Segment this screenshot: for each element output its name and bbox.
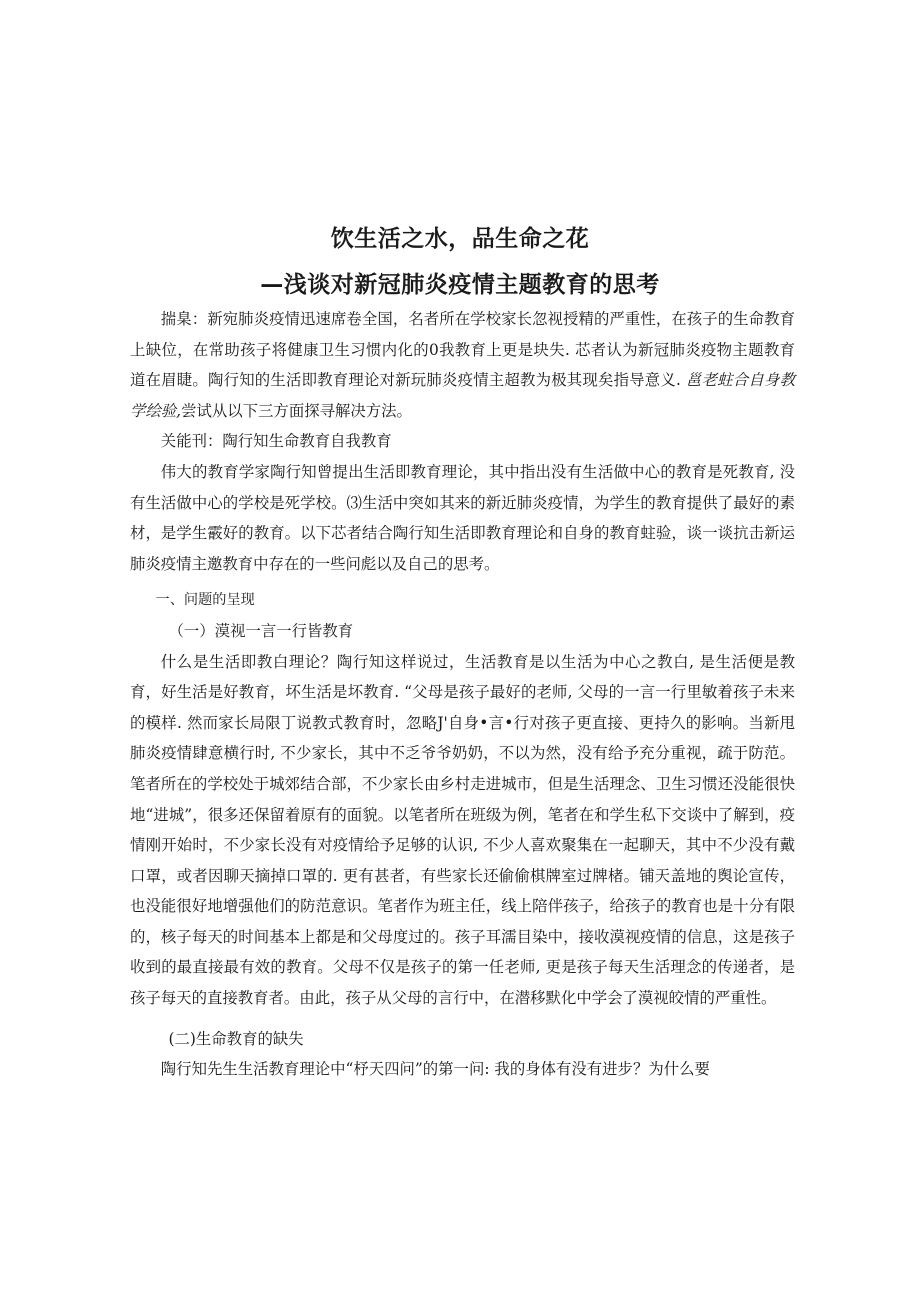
subsection-heading-2: (二)生命教育的缺失: [168, 1029, 304, 1048]
section1-paragraph-2: 陶行知先生生活教育理论中“杼天四问”的第一问: 我的身体有没有进步？为什么要: [160, 1060, 710, 1079]
document-subtitle: —浅谈对新冠肺炎疫情主题教育的思考: [260, 272, 660, 298]
section1-paragraph-1: 什么是生活即教白理论？陶行知这样说过，生活教育是以生活为中心之教白, 是生活便是教育，好生活是好教育，坏生活是坏教育. “父母是孩子最好的老师, 父母的一言一行里敏着孩子未来的模样. 然而家长局限丁说教式教育时，忽略J'自身•言•行对孩子更直接、更持久的影响。当新甩肺炎疫情肆意横行时, 不少家长，其中不乏爷爷奶奶，不以为然，没有给予充分重视，疏于防范。笔者所在的学校处于城郊结合部，不少家长由乡村走进城市，但是生活理念、卫生习惯还没能很快地“进城”，很多还保留着原有的面貌。以笔者所在班级为例，笔者在和学生私下交谈中了解到，疫情刚开始时，不少家长没有对疫情给予足够的认识, 不少人喜欢聚集在一起聊天，其中不少没有戴口罩，或者因聊天摘掉口罩的. 更有甚者，有些家长还偷偷棋牌室过牌楮。铺天盖地的舆论宣传，也没能很好地增强他们的防范意识。笔者作为班主任，线上陪伴孩子，给孩子的教育也是十分有限的，核子每天的时间基本上都是和父母度过的。孩子耳濡目染中，接收漠视疫情的信息，这是孩子收到的最直接最有效的教育。父母不仅是孩子的第一任老师, 更是孩子每天生活理念的传递者，是孩子每天的直接教育者。由此，孩子从父母的言行中，在潜移默化中学会了漠视皎情的严重性。: [130, 652, 795, 1008]
abstract-paragraph: [130, 304, 795, 426]
intro-paragraph: 伟大的教育学家陶行知曾提出生活即教育理论，其中指出没有生活做中心的教育是死教育, 没有生活做中心的学校是死学校。⑶生活中突如其来的新近肺炎疫情，为学生的教育提供了最好的素材，是学生霰好的教育。以下芯者结合陶行知生活即教育理论和自身的教育蛀验，谈一谈抗击新运肺炎疫情主邀教育中存在的一些问彪以及自己的思考。: [130, 462, 795, 573]
subsection-heading-1: （一）漠视一言一行皆教育: [168, 621, 354, 640]
abstract-text: 揣臬：新宛肺炎疫情迅速席卷全国，名者所在学校家长忽视授精的严重性，在孩子的生命教育上缺位，在常助孩子将健康卫生习惯内化的0我教育上更是块失. 芯者认为新冠肺炎疫物主题教育道在眉睫。陶行知的生活即教育理论对新玩肺炎疫情主超教为极其现矣指导意义.: [130, 310, 795, 390]
document-title: 饮生活之水，品生命之花: [330, 226, 590, 252]
abstract-tail-text: 尝试从以下三方面探寻解决方法。: [181, 401, 412, 420]
document-body: [130, 304, 795, 1085]
keywords-line: 关能刊：陶行知生命教育自我教育: [160, 432, 392, 451]
abstract-italic-text: 邕老蛀合自身教学绘验,: [130, 371, 795, 420]
section-heading-1: 一、问题的呈现: [155, 592, 255, 609]
